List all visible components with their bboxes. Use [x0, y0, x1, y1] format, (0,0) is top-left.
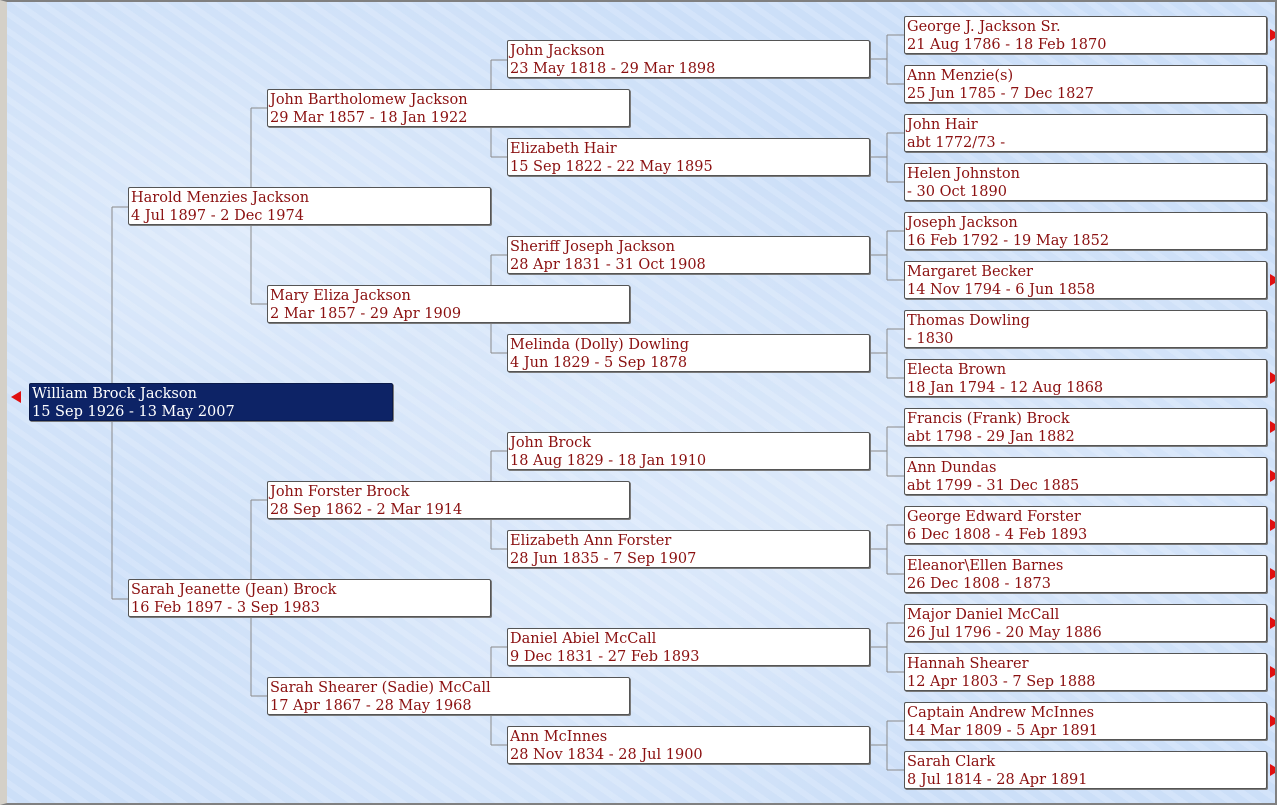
person-box-grandparent[interactable]: [267, 481, 630, 519]
expand-ancestors-arrow-icon[interactable]: [1270, 421, 1277, 433]
person-dates: - 1830: [907, 331, 954, 347]
person-name: Ann Menzie(s): [907, 68, 1014, 84]
person-dates: 28 Apr 1831 - 31 Oct 1908: [510, 257, 706, 273]
person-dates: 23 May 1818 - 29 Mar 1898: [510, 61, 716, 77]
person-box-great-grandparent[interactable]: [507, 530, 870, 568]
person-name: Helen Johnston: [907, 166, 1020, 182]
person-dates: 26 Jul 1796 - 20 May 1886: [907, 625, 1102, 641]
person-box-great-great-grandparent[interactable]: [904, 702, 1267, 740]
person-name: Electa Brown: [907, 362, 1007, 378]
descendants-arrow-icon[interactable]: [11, 391, 21, 403]
person-box-great-grandparent[interactable]: [507, 432, 870, 470]
person-box-great-great-grandparent[interactable]: [904, 506, 1267, 544]
person-name: Sarah Clark: [907, 754, 996, 770]
expand-ancestors-arrow-icon[interactable]: [1270, 470, 1277, 482]
expand-ancestors-arrow-icon[interactable]: [1270, 372, 1277, 384]
person-dates: 12 Apr 1803 - 7 Sep 1888: [907, 674, 1096, 690]
person-box-great-great-grandparent[interactable]: [904, 114, 1267, 152]
person-dates: abt 1772/73 -: [907, 135, 1006, 151]
person-dates: 28 Jun 1835 - 7 Sep 1907: [510, 551, 697, 567]
person-name: Captain Andrew McInnes: [907, 705, 1095, 721]
person-name: Daniel Abiel McCall: [510, 631, 657, 647]
person-box-great-grandparent[interactable]: [507, 138, 870, 176]
person-dates: - 30 Oct 1890: [907, 184, 1007, 200]
person-dates: 2 Mar 1857 - 29 Apr 1909: [270, 306, 462, 322]
person-box-great-great-grandparent[interactable]: [904, 163, 1267, 201]
person-name: John Hair: [907, 117, 978, 133]
person-name: Harold Menzies Jackson: [131, 190, 310, 206]
person-dates: 29 Mar 1857 - 18 Jan 1922: [270, 110, 468, 126]
person-dates: 14 Mar 1809 - 5 Apr 1891: [907, 723, 1099, 739]
person-box-great-grandparent[interactable]: [507, 334, 870, 372]
person-dates: 28 Sep 1862 - 2 Mar 1914: [270, 502, 463, 518]
person-box-great-great-grandparent[interactable]: [904, 16, 1267, 54]
person-box-great-great-grandparent[interactable]: [904, 653, 1267, 691]
expand-ancestors-arrow-icon[interactable]: [1270, 617, 1277, 629]
expand-ancestors-arrow-icon[interactable]: [1270, 715, 1277, 727]
person-name: Francis (Frank) Brock: [907, 411, 1070, 427]
person-name: Elizabeth Hair: [510, 141, 617, 157]
person-box-grandparent[interactable]: [267, 89, 630, 127]
person-box-great-grandparent[interactable]: [507, 40, 870, 78]
person-name: William Brock Jackson: [32, 386, 197, 402]
person-dates: 14 Nov 1794 - 6 Jun 1858: [907, 282, 1096, 298]
person-name: Melinda (Dolly) Dowling: [510, 337, 689, 353]
person-name: Joseph Jackson: [907, 215, 1018, 231]
expand-ancestors-arrow-icon[interactable]: [1270, 764, 1277, 776]
expand-ancestors-arrow-icon[interactable]: [1270, 274, 1277, 286]
person-name: John Brock: [510, 435, 592, 451]
person-dates: 16 Feb 1897 - 3 Sep 1983: [131, 600, 320, 616]
person-name: Ann Dundas: [907, 460, 997, 476]
person-name: John Forster Brock: [270, 484, 410, 500]
person-dates: 4 Jun 1829 - 5 Sep 1878: [510, 355, 688, 371]
person-dates: 18 Aug 1829 - 18 Jan 1910: [510, 453, 707, 469]
person-box-great-great-grandparent[interactable]: [904, 310, 1267, 348]
person-name: Sarah Jeanette (Jean) Brock: [131, 582, 337, 598]
expand-ancestors-arrow-icon[interactable]: [1270, 568, 1277, 580]
person-box-great-great-grandparent[interactable]: [904, 457, 1267, 495]
person-box-great-great-grandparent[interactable]: [904, 65, 1267, 103]
person-dates: 17 Apr 1867 - 28 May 1968: [270, 698, 472, 714]
person-box-grandparent[interactable]: [267, 677, 630, 715]
person-dates: abt 1798 - 29 Jan 1882: [907, 429, 1075, 445]
person-name: George Edward Forster: [907, 509, 1081, 525]
person-name: Mary Eliza Jackson: [270, 288, 411, 304]
person-name: John Bartholomew Jackson: [270, 92, 468, 108]
person-dates: 9 Dec 1831 - 27 Feb 1893: [510, 649, 700, 665]
person-dates: 4 Jul 1897 - 2 Dec 1974: [131, 208, 304, 224]
person-name: Eleanor\Ellen Barnes: [907, 558, 1064, 574]
person-dates: 15 Sep 1926 - 13 May 2007: [32, 404, 235, 420]
person-name: Margaret Becker: [907, 264, 1033, 280]
person-dates: 18 Jan 1794 - 12 Aug 1868: [907, 380, 1104, 396]
person-name: John Jackson: [510, 43, 605, 59]
person-box-great-grandparent[interactable]: [507, 236, 870, 274]
person-dates: 16 Feb 1792 - 19 May 1852: [907, 233, 1110, 249]
person-box-great-great-grandparent[interactable]: [904, 212, 1267, 250]
expand-ancestors-arrow-icon[interactable]: [1270, 666, 1277, 678]
person-dates: 8 Jul 1814 - 28 Apr 1891: [907, 772, 1088, 788]
person-name: Elizabeth Ann Forster: [510, 533, 672, 549]
person-box-great-grandparent[interactable]: [507, 628, 870, 666]
person-name: Thomas Dowling: [907, 313, 1030, 329]
person-dates: 25 Jun 1785 - 7 Dec 1827: [907, 86, 1094, 102]
person-name: Sheriff Joseph Jackson: [510, 239, 676, 255]
person-name: George J. Jackson Sr.: [907, 19, 1061, 35]
person-dates: 26 Dec 1808 - 1873: [907, 576, 1051, 592]
person-box-great-grandparent[interactable]: [507, 726, 870, 764]
person-box-great-great-grandparent[interactable]: [904, 751, 1267, 789]
person-name: Sarah Shearer (Sadie) McCall: [270, 680, 491, 696]
person-dates: 21 Aug 1786 - 18 Feb 1870: [907, 37, 1107, 53]
expand-ancestors-arrow-icon[interactable]: [1270, 519, 1277, 531]
person-dates: 28 Nov 1834 - 28 Jul 1900: [510, 747, 703, 763]
person-box-great-great-grandparent[interactable]: [904, 408, 1267, 446]
person-dates: 15 Sep 1822 - 22 May 1895: [510, 159, 713, 175]
expand-ancestors-arrow-icon[interactable]: [1270, 29, 1277, 41]
person-box-grandparent[interactable]: [267, 285, 630, 323]
person-box-father[interactable]: [128, 187, 491, 225]
person-box-mother[interactable]: [128, 579, 491, 617]
person-name: Major Daniel McCall: [907, 607, 1060, 623]
person-dates: 6 Dec 1808 - 4 Feb 1893: [907, 527, 1088, 543]
person-box-root[interactable]: [29, 383, 393, 421]
person-name: Ann McInnes: [510, 729, 608, 745]
person-box-great-great-grandparent[interactable]: [904, 359, 1267, 397]
person-name: Hannah Shearer: [907, 656, 1029, 672]
person-box-great-great-grandparent[interactable]: [904, 555, 1267, 593]
person-box-great-great-grandparent[interactable]: [904, 604, 1267, 642]
person-dates: abt 1799 - 31 Dec 1885: [907, 478, 1080, 494]
person-box-great-great-grandparent[interactable]: [904, 261, 1267, 299]
